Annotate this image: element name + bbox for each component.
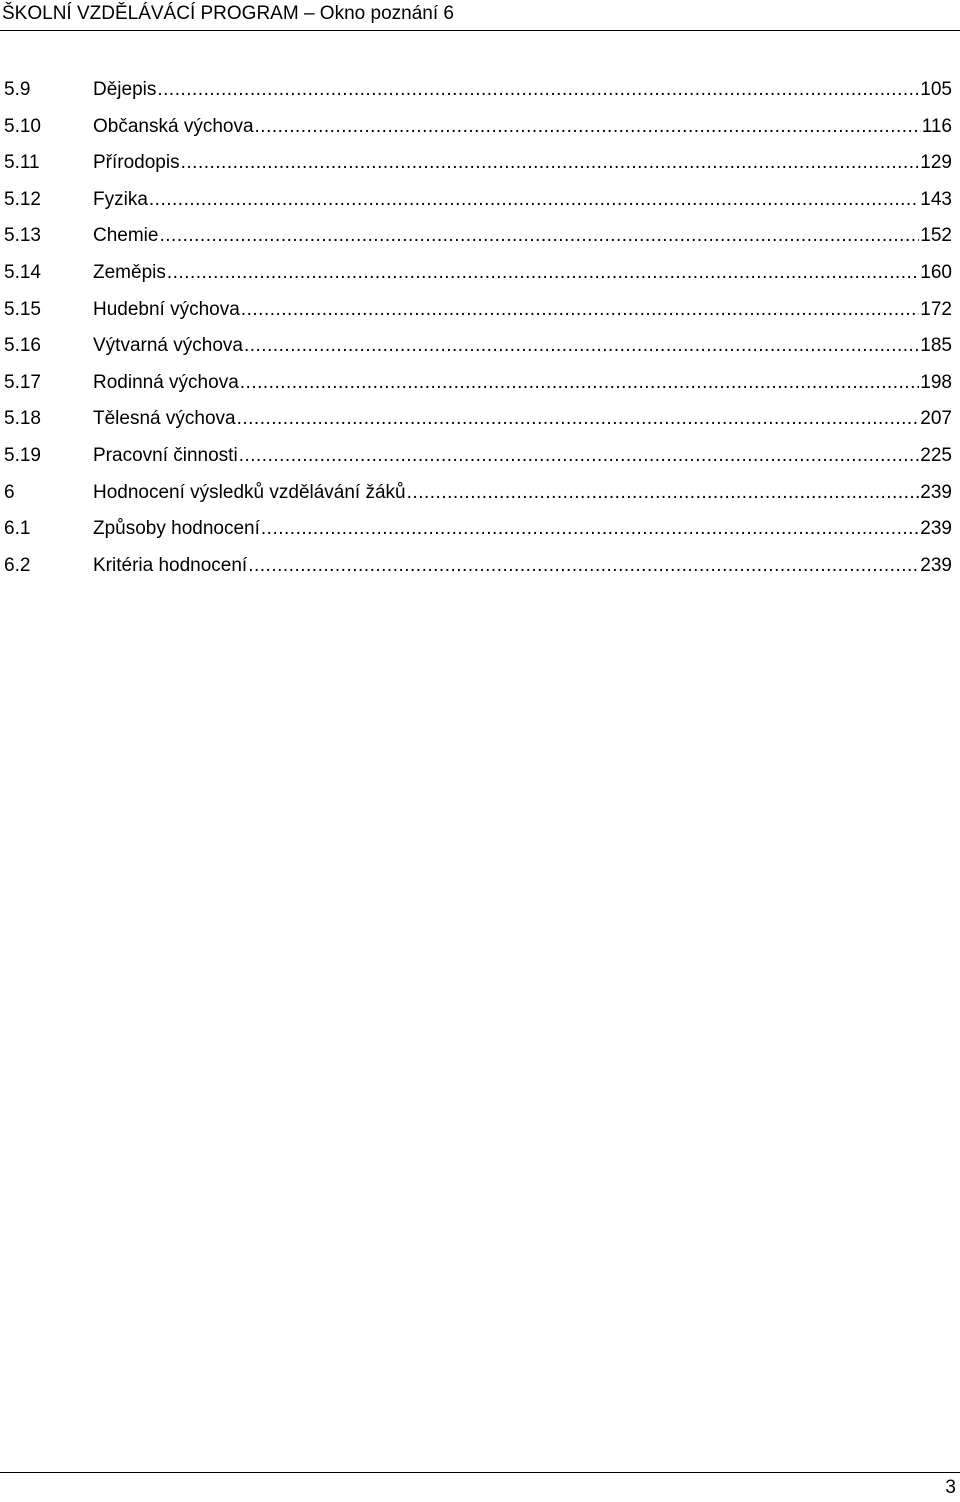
toc-entry[interactable]	[4, 218, 952, 255]
toc-entry-number: 5.9	[4, 79, 31, 100]
footer-divider	[0, 1472, 960, 1473]
toc-dot-leader	[255, 109, 921, 145]
toc-entry-page: 129	[920, 152, 952, 174]
table-of-contents	[4, 72, 952, 584]
toc-entry[interactable]	[4, 438, 952, 475]
toc-entry-number: 5.17	[4, 371, 41, 393]
toc-entry-page: 239	[920, 554, 952, 576]
toc-entry-page: 198	[920, 371, 952, 393]
toc-entry-title: Pracovní činnosti	[93, 444, 238, 466]
toc-entry-page: 225	[920, 444, 952, 466]
toc-entry[interactable]	[4, 328, 952, 365]
toc-entry[interactable]	[4, 365, 952, 402]
toc-dot-leader	[239, 438, 920, 474]
toc-entry-number: 5.14	[4, 261, 41, 283]
toc-entry-title: Zeměpis	[93, 261, 166, 283]
toc-entry-page: 152	[920, 225, 952, 247]
toc-entry-title: Způsoby hodnocení	[93, 518, 260, 540]
toc-dot-leader	[241, 292, 919, 328]
toc-dot-leader	[407, 475, 920, 511]
toc-entry-title: Občanská výchova	[93, 115, 254, 137]
toc-entry-title: Dějepis	[93, 79, 157, 100]
toc-dot-leader	[237, 401, 920, 437]
page-header: ŠKOLNÍ VZDĚLÁVÁCÍ PROGRAM – Okno poznání 6	[2, 3, 454, 24]
toc-entry-page: 239	[920, 518, 952, 540]
toc-entry-page: 116	[921, 115, 952, 137]
toc-dot-leader	[244, 328, 919, 364]
toc-entry-title: Hodnocení výsledků vzdělávání žáků	[93, 481, 406, 503]
toc-entry-number: 5.11	[4, 152, 40, 174]
toc-dot-leader	[157, 72, 919, 108]
toc-entry-number: 6.1	[4, 518, 31, 540]
toc-entry-page: 185	[920, 335, 952, 357]
toc-entry-page: 143	[920, 188, 952, 210]
toc-entry-title: Přírodopis	[93, 152, 180, 174]
toc-entry-page: 239	[920, 481, 952, 503]
toc-dot-leader	[261, 511, 919, 547]
toc-entry-title: Tělesná výchova	[93, 408, 236, 430]
toc-entry-page: 105	[920, 79, 952, 100]
toc-entry-title: Výtvarná výchova	[93, 335, 243, 357]
toc-dot-leader	[149, 182, 919, 218]
toc-entry-title: Kritéria hodnocení	[93, 554, 248, 576]
toc-entry[interactable]	[4, 72, 952, 109]
header-divider	[0, 30, 960, 31]
toc-entry-number: 5.15	[4, 298, 41, 320]
toc-dot-leader	[159, 218, 919, 254]
toc-entry-number: 5.16	[4, 335, 41, 357]
toc-entry[interactable]	[4, 548, 952, 585]
toc-dot-leader	[181, 145, 920, 181]
toc-entry-number: 6.2	[4, 554, 31, 576]
toc-entry[interactable]	[4, 511, 952, 548]
toc-dot-leader	[240, 365, 920, 401]
toc-entry-page: 172	[920, 298, 952, 320]
toc-entry-page: 160	[920, 261, 952, 283]
toc-entry-number: 5.10	[4, 115, 41, 137]
toc-entry[interactable]	[4, 475, 952, 512]
toc-entry-number: 6	[4, 481, 15, 503]
toc-entry[interactable]	[4, 109, 952, 146]
toc-entry-number: 5.12	[4, 188, 41, 210]
toc-dot-leader	[167, 255, 919, 291]
toc-entry[interactable]	[4, 255, 952, 292]
toc-entry-title: Rodinná výchova	[93, 371, 239, 393]
toc-entry-title: Chemie	[93, 225, 159, 247]
toc-entry[interactable]	[4, 182, 952, 219]
toc-entry-number: 5.13	[4, 225, 41, 247]
toc-entry[interactable]	[4, 145, 952, 182]
toc-entry-number: 5.18	[4, 408, 41, 430]
toc-entry-page: 207	[920, 408, 952, 430]
toc-entry[interactable]	[4, 292, 952, 329]
toc-entry[interactable]	[4, 401, 952, 438]
toc-entry-title: Hudební výchova	[93, 298, 240, 320]
toc-dot-leader	[248, 548, 919, 584]
toc-entry-number: 5.19	[4, 444, 41, 466]
page-number: 3	[945, 1477, 956, 1498]
toc-entry-title: Fyzika	[93, 188, 148, 210]
